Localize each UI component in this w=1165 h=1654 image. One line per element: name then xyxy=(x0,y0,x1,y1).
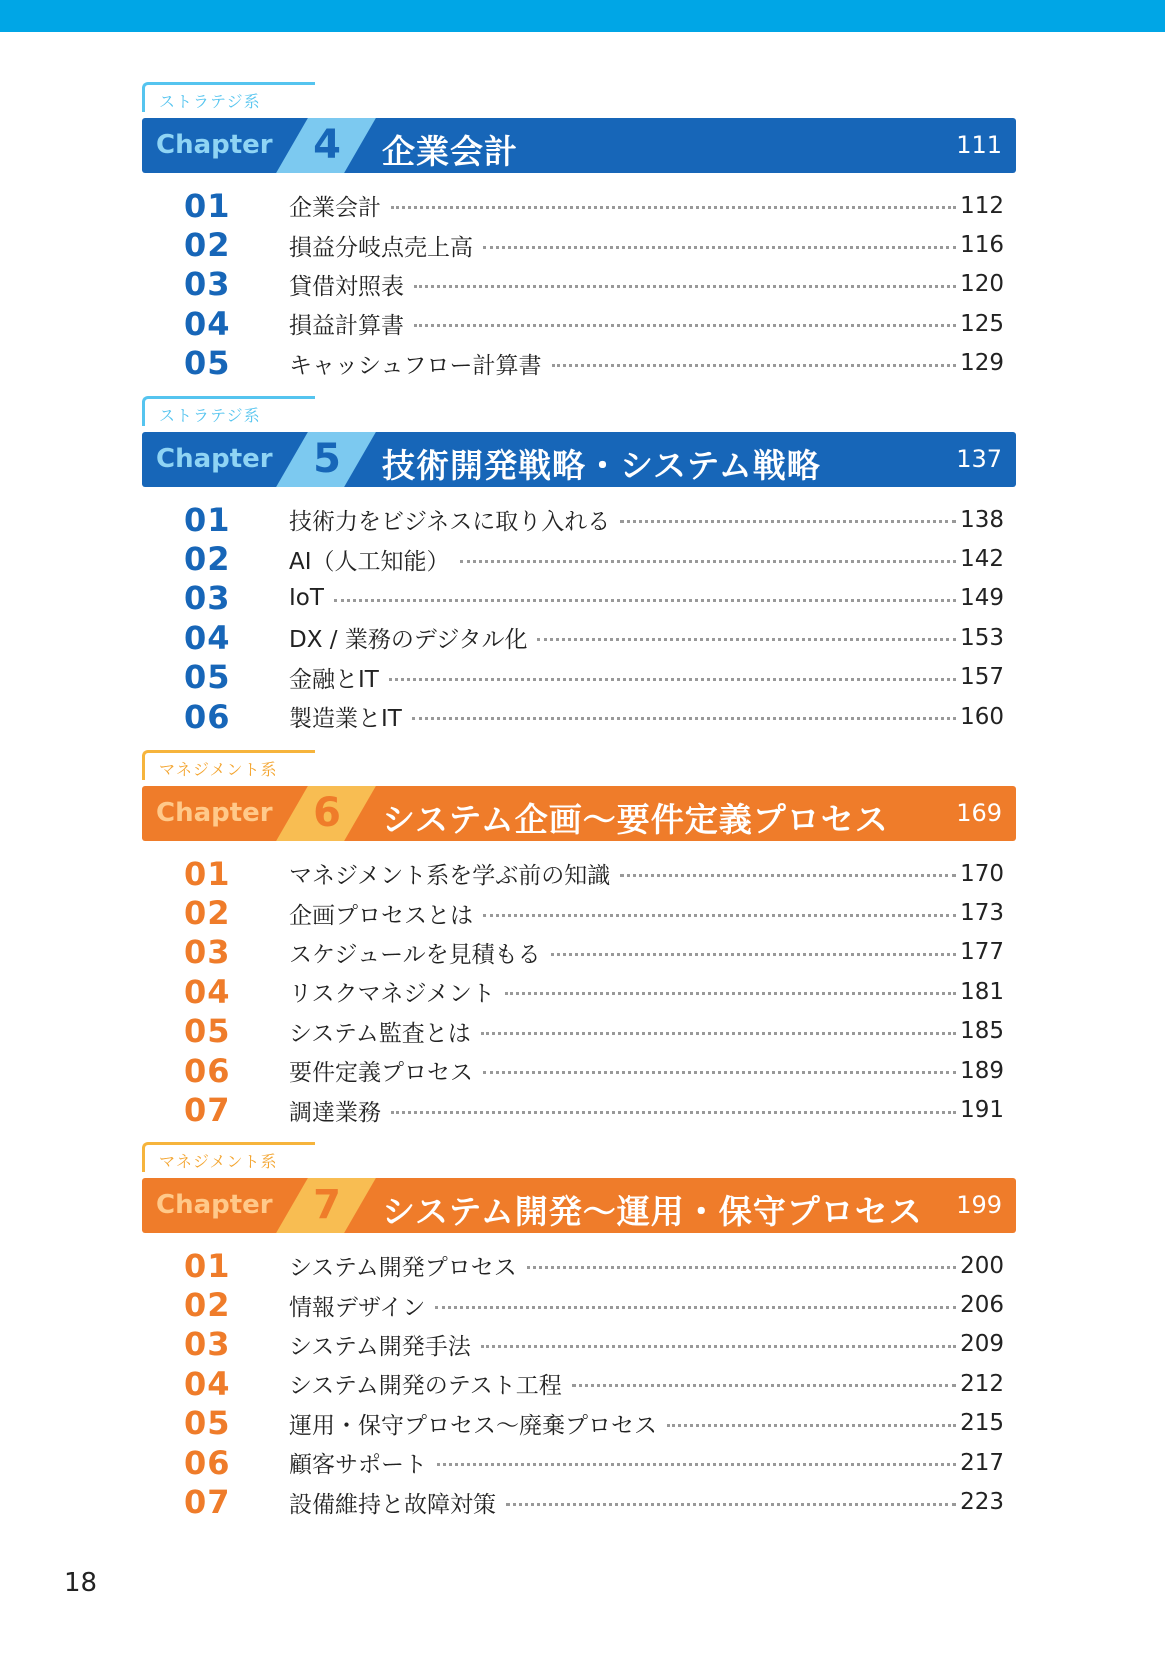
leader-dots xyxy=(481,1032,956,1035)
toc-item[interactable] xyxy=(142,618,1016,657)
chapter-page: 111 xyxy=(956,131,1002,159)
item-number: 02 xyxy=(184,226,231,265)
toc-item[interactable] xyxy=(142,225,1016,264)
category-tab: ストラテジ系 xyxy=(142,82,287,112)
chapter-label: Chapter xyxy=(156,130,273,160)
item-number: 02 xyxy=(184,1286,231,1325)
toc-item[interactable] xyxy=(142,933,1016,972)
toc-item[interactable] xyxy=(142,1325,1016,1364)
leader-dots xyxy=(389,678,956,681)
item-label: 製造業とIT xyxy=(289,706,402,733)
leader-dots xyxy=(620,874,956,877)
leader-dots xyxy=(483,246,956,249)
item-page: 209 xyxy=(960,1331,1004,1358)
item-label: IoT xyxy=(289,585,324,612)
chapter-number: 6 xyxy=(313,790,341,836)
chapter-title: 技術開発戦略・システム戦略 xyxy=(382,446,821,485)
toc-list xyxy=(142,500,1016,736)
toc-item[interactable] xyxy=(142,1482,1016,1521)
item-label: 要件定義プロセス xyxy=(289,1060,473,1087)
toc-item[interactable] xyxy=(142,186,1016,225)
item-number: 03 xyxy=(184,265,231,304)
leader-dots xyxy=(481,1345,956,1348)
item-label: 運用・保守プロセス～廃棄プロセス xyxy=(289,1412,657,1439)
leader-dots xyxy=(483,914,956,917)
item-number: 01 xyxy=(184,186,231,225)
toc-item[interactable] xyxy=(142,1443,1016,1482)
item-label: 損益計算書 xyxy=(289,313,404,340)
toc-item[interactable] xyxy=(142,1090,1016,1129)
item-page: 149 xyxy=(960,585,1004,612)
leader-dots xyxy=(414,324,956,327)
chapter-page: 137 xyxy=(956,445,1002,473)
item-page: 223 xyxy=(960,1489,1004,1516)
item-label: AI（人工知能） xyxy=(289,548,450,575)
item-label: リスクマネジメント xyxy=(289,981,495,1008)
item-number: 04 xyxy=(184,304,231,343)
leader-dots xyxy=(437,1463,956,1466)
leader-dots xyxy=(537,638,956,641)
chapter-page: 199 xyxy=(956,1191,1002,1219)
toc-item[interactable] xyxy=(142,658,1016,697)
leader-dots xyxy=(527,1266,956,1269)
leader-dots xyxy=(483,1071,956,1074)
category-tab: ストラテジ系 xyxy=(142,396,287,426)
item-label: 金融とIT xyxy=(289,666,379,693)
item-page: 112 xyxy=(960,192,1004,219)
toc-item[interactable] xyxy=(142,1285,1016,1324)
toc-item[interactable] xyxy=(142,1246,1016,1285)
item-number: 04 xyxy=(184,618,231,657)
item-number: 01 xyxy=(184,854,231,893)
item-page: 160 xyxy=(960,703,1004,730)
chapter-number: 4 xyxy=(313,122,341,168)
category-tab: マネジメント系 xyxy=(142,750,287,780)
item-label: 設備維持と故障対策 xyxy=(289,1491,496,1518)
item-number: 07 xyxy=(184,1091,231,1130)
item-page: 125 xyxy=(960,310,1004,337)
item-page: 177 xyxy=(960,939,1004,966)
leader-dots xyxy=(552,364,957,367)
top-color-bar xyxy=(0,0,1165,32)
leader-dots xyxy=(551,953,956,956)
item-number: 06 xyxy=(184,1443,231,1482)
toc-list xyxy=(142,1246,1016,1522)
page-number: 18 xyxy=(64,1568,98,1598)
item-page: 170 xyxy=(960,860,1004,887)
leader-dots xyxy=(506,1503,956,1506)
toc-item[interactable] xyxy=(142,697,1016,736)
item-page: 189 xyxy=(960,1057,1004,1084)
item-page: 215 xyxy=(960,1410,1004,1437)
item-number: 01 xyxy=(184,500,231,539)
toc-item[interactable] xyxy=(142,344,1016,383)
chapter-title: 企業会計 xyxy=(382,132,518,171)
leader-dots xyxy=(435,1306,956,1309)
toc-item[interactable] xyxy=(142,304,1016,343)
item-page: 206 xyxy=(960,1292,1004,1319)
item-label: DX / 業務のデジタル化 xyxy=(289,627,528,654)
item-label: システム開発のテスト工程 xyxy=(289,1373,562,1400)
chapter-header-bar[interactable] xyxy=(142,1178,1016,1233)
item-page: 217 xyxy=(960,1449,1004,1476)
toc-list xyxy=(142,854,1016,1130)
chapter-title: システム開発～運用・保守プロセス xyxy=(382,1192,923,1231)
leader-dots xyxy=(620,520,956,523)
item-page: 191 xyxy=(960,1097,1004,1124)
toc-item[interactable] xyxy=(142,1051,1016,1090)
chapter-label: Chapter xyxy=(156,1190,273,1220)
leader-dots xyxy=(667,1424,956,1427)
toc-item[interactable] xyxy=(142,1364,1016,1403)
item-number: 05 xyxy=(184,344,231,383)
toc-item[interactable] xyxy=(142,579,1016,618)
chapter-page: 169 xyxy=(956,799,1002,827)
item-page: 212 xyxy=(960,1370,1004,1397)
item-number: 05 xyxy=(184,658,231,697)
leader-dots xyxy=(505,992,956,995)
chapter-title: システム企画～要件定義プロセス xyxy=(382,800,889,839)
item-number: 02 xyxy=(184,894,231,933)
item-label: 貸借対照表 xyxy=(289,273,404,300)
chapter-number: 5 xyxy=(313,436,341,482)
item-page: 129 xyxy=(960,350,1004,377)
item-label: システム監査とは xyxy=(289,1020,471,1047)
item-page: 120 xyxy=(960,271,1004,298)
item-page: 138 xyxy=(960,506,1004,533)
item-label: 技術力をビジネスに取り入れる xyxy=(289,509,611,536)
chapter-label: Chapter xyxy=(156,798,273,828)
item-number: 01 xyxy=(184,1246,231,1285)
item-number: 06 xyxy=(184,697,231,736)
chapter-header-bar[interactable] xyxy=(142,118,1016,173)
leader-dots xyxy=(391,1111,956,1114)
toc-item[interactable] xyxy=(142,854,1016,893)
toc-item[interactable] xyxy=(142,893,1016,932)
item-label: キャッシュフロー計算書 xyxy=(289,352,542,379)
item-label: 顧客サポート xyxy=(289,1452,427,1479)
item-label: 損益分岐点売上高 xyxy=(289,234,473,261)
item-label: 企業会計 xyxy=(289,195,381,222)
toc-item[interactable] xyxy=(142,1404,1016,1443)
toc-list xyxy=(142,186,1016,383)
item-page: 173 xyxy=(960,900,1004,927)
item-number: 03 xyxy=(184,1325,231,1364)
leader-dots xyxy=(391,206,956,209)
item-page: 142 xyxy=(960,546,1004,573)
item-number: 05 xyxy=(184,1404,231,1443)
chapter-number: 7 xyxy=(313,1182,341,1228)
item-number: 04 xyxy=(184,1364,231,1403)
item-page: 185 xyxy=(960,1018,1004,1045)
item-number: 02 xyxy=(184,540,231,579)
item-label: 企画プロセスとは xyxy=(289,902,473,929)
item-page: 200 xyxy=(960,1252,1004,1279)
category-tab: マネジメント系 xyxy=(142,1142,287,1172)
item-number: 03 xyxy=(184,579,231,618)
leader-dots xyxy=(460,560,957,563)
item-number: 05 xyxy=(184,1012,231,1051)
item-label: 調達業務 xyxy=(289,1099,381,1126)
item-label: システム開発手法 xyxy=(289,1333,471,1360)
item-page: 153 xyxy=(960,624,1004,651)
toc-item[interactable] xyxy=(142,500,1016,539)
leader-dots xyxy=(412,717,956,720)
item-label: スケジュールを見積もる xyxy=(289,941,541,968)
toc-item[interactable] xyxy=(142,1012,1016,1051)
item-number: 04 xyxy=(184,972,231,1011)
toc-item[interactable] xyxy=(142,539,1016,578)
chapter-label: Chapter xyxy=(156,444,273,474)
item-page: 157 xyxy=(960,664,1004,691)
leader-dots xyxy=(572,1384,956,1387)
leader-dots xyxy=(334,599,956,602)
item-number: 06 xyxy=(184,1051,231,1090)
item-label: システム開発プロセス xyxy=(289,1255,517,1282)
item-page: 116 xyxy=(960,232,1004,259)
item-number: 07 xyxy=(184,1483,231,1522)
item-page: 181 xyxy=(960,978,1004,1005)
leader-dots xyxy=(414,285,956,288)
chapter-header-bar[interactable] xyxy=(142,432,1016,487)
item-number: 03 xyxy=(184,933,231,972)
item-label: 情報デザイン xyxy=(289,1294,426,1321)
toc-item[interactable] xyxy=(142,972,1016,1011)
toc-item[interactable] xyxy=(142,265,1016,304)
item-label: マネジメント系を学ぶ前の知識 xyxy=(289,863,611,890)
chapter-header-bar[interactable] xyxy=(142,786,1016,841)
